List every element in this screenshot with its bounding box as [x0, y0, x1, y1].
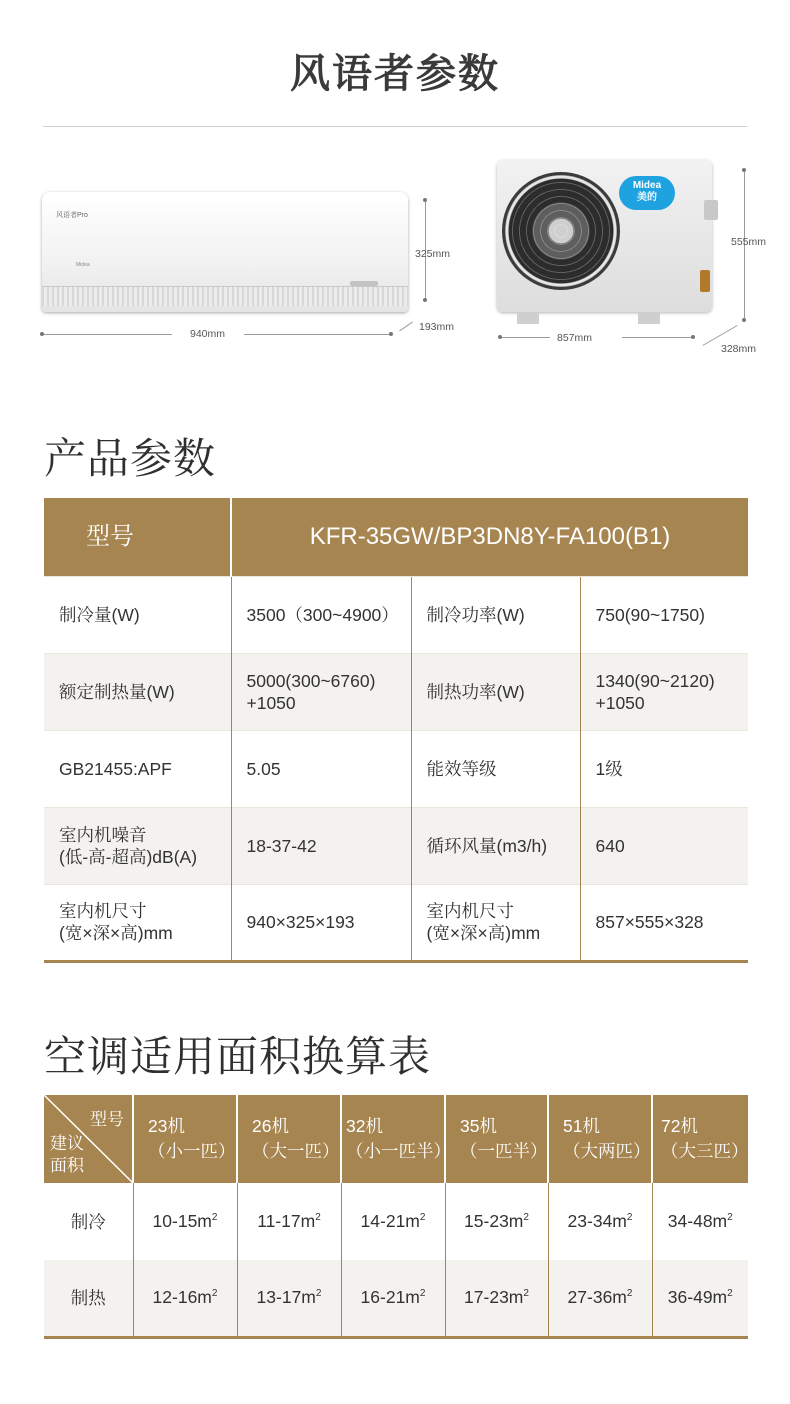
outdoor-unit-image — [497, 160, 712, 312]
table-row — [44, 807, 748, 884]
indoor-width-dot-right — [389, 332, 393, 336]
area-cell: $23-34m^2$ — [548, 1183, 652, 1260]
indoor-unit-image — [42, 192, 408, 312]
indoor-height-label: 325mm — [415, 248, 451, 260]
area-header-row — [44, 1095, 748, 1183]
spec-value: 18-37-42 — [231, 807, 411, 884]
outdoor-height-label: 555mm — [731, 236, 767, 248]
spec-label: 能效等级 — [411, 730, 580, 807]
page-title: 风语者参数 — [290, 52, 500, 96]
indoor-width-label: 940mm — [190, 328, 226, 340]
outdoor-width-label: 857mm — [557, 332, 593, 344]
spec-value: 940×325×193 — [231, 884, 411, 961]
spec-value: 5.05 — [231, 730, 411, 807]
outdoor-foot-right — [638, 312, 660, 324]
outdoor-depth-label: 328mm — [721, 343, 757, 355]
title-divider — [43, 126, 747, 127]
area-cell: $36-49m^2$ — [652, 1260, 748, 1337]
spec-label: GB21455:APF — [44, 730, 231, 807]
indoor-height-dot-top — [423, 198, 427, 202]
corner-bottom-label: 建议 面积 — [50, 1134, 84, 1175]
spec-label: 室内机尺寸 (宽×深×高)mm — [411, 884, 580, 961]
area-cell: $27-36m^2$ — [548, 1260, 652, 1337]
corner-top-label: 型号 — [90, 1110, 124, 1129]
table-row — [44, 1260, 748, 1337]
area-column-header: 23机 （小一匹） — [133, 1095, 237, 1183]
outdoor-width-line-right — [622, 337, 694, 338]
specs-header-row — [44, 498, 748, 576]
area-column-header: 32机 （小一匹半） — [341, 1095, 445, 1183]
table-row — [44, 1183, 748, 1260]
outdoor-foot-left — [517, 312, 539, 324]
spec-value: 3500（300~4900） — [231, 576, 411, 653]
table-row — [44, 884, 748, 961]
spec-label: 室内机噪音 (低-高-超高)dB(A) — [44, 807, 231, 884]
indoor-width-line-right — [244, 334, 392, 335]
area-corner-cell — [44, 1095, 133, 1183]
outdoor-width-line-left — [500, 337, 550, 338]
spec-label: 制冷功率(W) — [411, 576, 580, 653]
indoor-depth-line — [399, 322, 413, 332]
spec-value: 857×555×328 — [580, 884, 748, 961]
specs-heading: 产品参数 — [44, 435, 217, 482]
area-cell: $14-21m^2$ — [341, 1183, 445, 1260]
spec-label: 循环风量(m3/h) — [411, 807, 580, 884]
area-row-label: 制冷 — [44, 1183, 133, 1260]
outdoor-height-dot-top — [742, 168, 746, 172]
table-row — [44, 730, 748, 807]
area-cell: $16-21m^2$ — [341, 1260, 445, 1337]
area-cell: $12-16m^2$ — [133, 1260, 237, 1337]
table-row — [44, 653, 748, 730]
spec-value: 1级 — [580, 730, 748, 807]
area-cell: $17-23m^2$ — [445, 1260, 548, 1337]
midea-logo-en: Midea — [632, 180, 662, 191]
area-cell: $34-48m^2$ — [652, 1183, 748, 1260]
outdoor-width-dot-right — [691, 335, 695, 339]
indoor-width-line-left — [42, 334, 172, 335]
spec-value: 640 — [580, 807, 748, 884]
area-column-header: 51机 （大两匹） — [548, 1095, 652, 1183]
area-column-header: 26机 （大一匹） — [237, 1095, 341, 1183]
area-column-header: 35机 （一匹半） — [445, 1095, 548, 1183]
outdoor-side-panel — [704, 200, 718, 220]
table-row — [44, 576, 748, 653]
outdoor-valve — [700, 270, 710, 292]
spec-label: 制热功率(W) — [411, 653, 580, 730]
indoor-width-dot-left — [40, 332, 44, 336]
outdoor-height-dot-bottom — [742, 318, 746, 322]
outdoor-fan-grill — [502, 172, 620, 290]
spec-label: 室内机尺寸 (宽×深×高)mm — [44, 884, 231, 961]
model-label: 型号 — [44, 498, 231, 576]
area-table-heading: 空调适用面积换算表 — [44, 1033, 432, 1080]
indoor-height-dot-bottom — [423, 298, 427, 302]
spec-value: 1340(90~2120) +1050 — [580, 653, 748, 730]
indoor-unit-logo-text: Midea — [76, 262, 90, 268]
area-cell: $10-15m^2$ — [133, 1183, 237, 1260]
spec-value: 5000(300~6760) +1050 — [231, 653, 411, 730]
model-value: KFR-35GW/BP3DN8Y-FA100(B1) — [231, 498, 748, 576]
spec-label: 制冷量(W) — [44, 576, 231, 653]
specs-table — [44, 498, 748, 963]
outdoor-width-dot-left — [498, 335, 502, 339]
indoor-unit-grille — [42, 286, 408, 306]
area-cell: $13-17m^2$ — [237, 1260, 341, 1337]
area-cell: $11-17m^2$ — [237, 1183, 341, 1260]
midea-logo-cn: 美的 — [637, 192, 657, 203]
spec-label: 额定制热量(W) — [44, 653, 231, 730]
area-table — [44, 1095, 748, 1339]
area-column-header: 72机 （大三匹） — [652, 1095, 748, 1183]
midea-logo — [619, 176, 675, 210]
area-cell: $15-23m^2$ — [445, 1183, 548, 1260]
spec-value: 750(90~1750) — [580, 576, 748, 653]
indoor-unit-brand-text: 风语者Pro — [56, 212, 88, 219]
area-row-label: 制热 — [44, 1260, 133, 1337]
indoor-depth-label: 193mm — [419, 321, 455, 333]
